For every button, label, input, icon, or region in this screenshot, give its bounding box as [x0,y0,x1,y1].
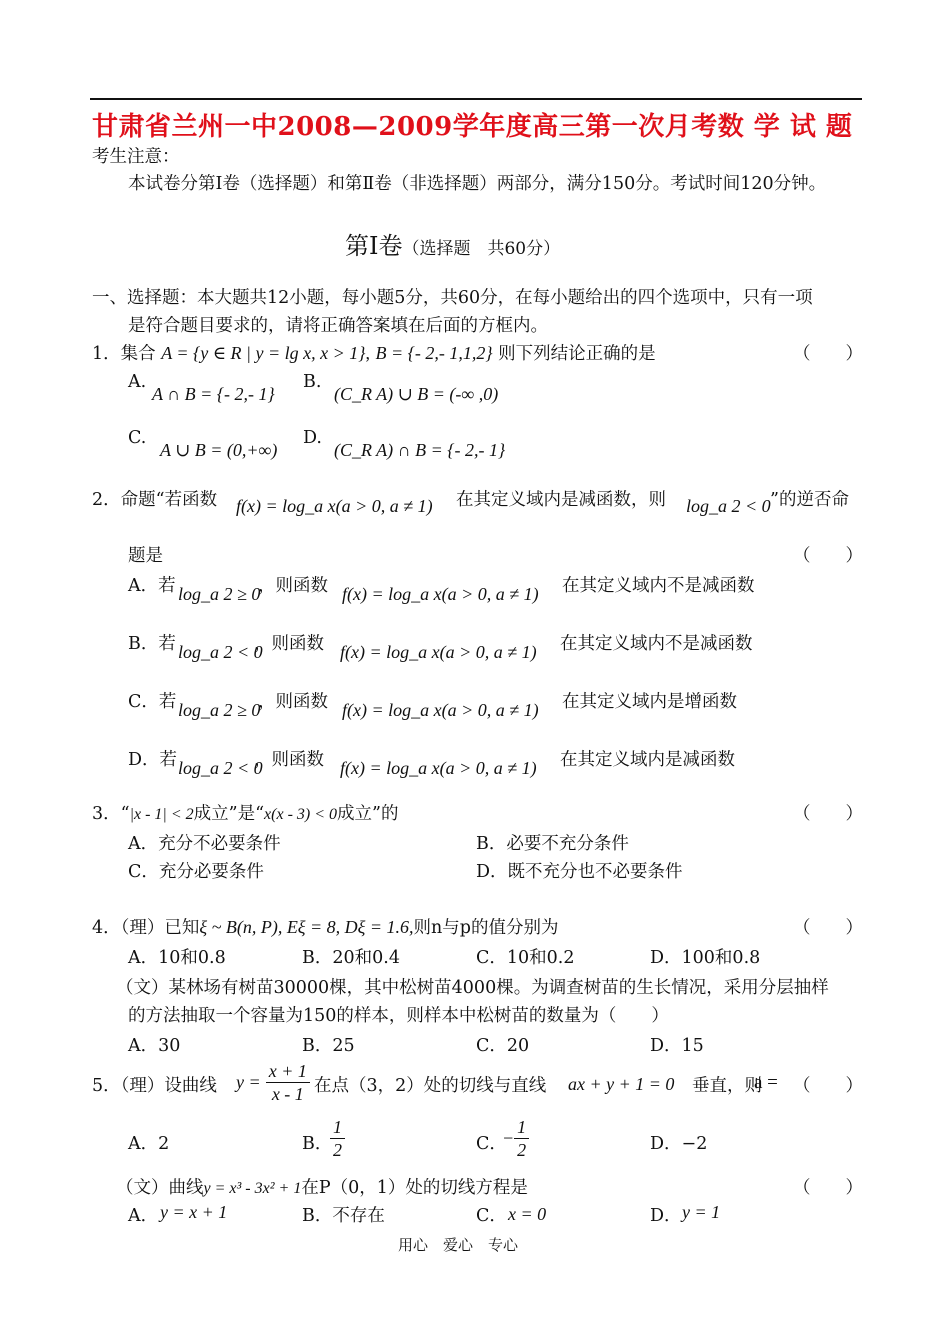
q2-option-b-then: ，则函数 [254,634,324,654]
q3-option-a: A．充分不必要条件 [128,834,281,854]
q4-wen-answer-box: （ ） [598,1006,669,1026]
q5-li-numerator: x + 1 [266,1060,310,1083]
q5-li-fraction [266,1060,310,1105]
q4-li-option-d: D．100和0.8 [650,948,761,968]
q2-option-a-label: A． [128,576,159,596]
q4-wen-option-d: D．15 [650,1036,704,1056]
q1-set-b: B = {- 2,- 1,1,2} [375,343,493,363]
q2-option-d-head [128,746,177,771]
q1-pre: 集合 [120,344,156,364]
q4-wen-line1: （文）某林场有树苗30000棵，其中松树苗4000棵。为调查树苗的生长情况，采用分层抽样 [116,978,829,998]
q4-wen-option-c: C．20 [476,1036,530,1056]
q4-li-option-b: B．20和0.4 [302,948,400,968]
q4-li-post: 则n与p的值分别为 [413,918,559,938]
q5-li-pre: （理）设曲线 [120,1076,217,1096]
q1-option-c-label: C. [128,428,147,448]
q5-wen-option-d: y = 1 [682,1202,721,1222]
q5-wen-option-a: y = x + 1 [160,1202,228,1222]
part1-instructions-line2: 是符合题目要求的，请将正确答案填在后面的方框内。 [128,316,548,336]
section-title [345,226,560,261]
q1-answer-box: （ ） [793,344,863,364]
q2-option-a-then: ，则函数 [258,576,328,596]
q2-option-a-end: 在其定义域内不是减函数 [562,576,755,596]
q3-expr1: |x - 1| < 2 [129,806,194,823]
q5-li-line: ax + y + 1 = 0 [568,1074,675,1094]
q3-answer-box: （ ） [793,804,863,824]
q5-stem-li-pre [92,1072,217,1097]
top-rule [90,98,862,100]
q4-stem-li [92,914,559,939]
q2-condition: log_a 2 < 0 [686,496,771,516]
q2-option-d-func: f(x) = log_a x(a > 0, a ≠ 1) [340,758,537,778]
q2-option-c-end: 在其定义域内是增函数 [562,692,737,712]
q5-li-option-c-num: 1 [514,1116,529,1139]
q2-option-c-cond: log_a 2 ≥ 0 [178,700,261,720]
q2-option-b-func: f(x) = log_a x(a > 0, a ≠ 1) [340,642,537,662]
q2-option-c-head [128,688,176,713]
q1-option-d: (C_R A) ∩ B = {- 2,- 1} [334,440,506,460]
q5-wen-answer-box: （ ） [793,1178,863,1198]
q5-wen-option-c-label: C． [476,1206,507,1226]
q5-li-option-b [330,1116,345,1161]
q4-li-option-a: A．10和0.8 [128,948,226,968]
q1-set-a: A = {y ∈ R | y = lg x, x > 1} [161,343,366,363]
q5-li-option-c [502,1116,529,1161]
q3-expr2: x(x - 3) < 0 [264,806,338,823]
q5-wen-pre: （文）曲线 [116,1178,204,1198]
q2-option-a-func: f(x) = log_a x(a > 0, a ≠ 1) [342,584,539,604]
q3-number: 3． [92,804,121,824]
notice-text: 本试卷分第Ⅰ卷（选择题）和第Ⅱ卷（非选择题）两部分，满分150分。考试时间120分钟。 [128,174,827,194]
section-title-main: 第Ⅰ卷 [345,232,403,260]
q5-li-mid: 在点（3，2）处的切线与直线 [314,1076,547,1096]
q2-option-c-if: 若 [158,692,177,712]
q5-wen-stem [116,1174,528,1199]
q2-option-b-if: 若 [158,634,176,654]
q2-option-c-label: C． [128,692,159,712]
q2-line2: 题是 [128,546,163,566]
q1-separator: , [365,343,370,363]
q4-wen-option-b: B．25 [302,1036,355,1056]
q3-text2: 成立”是“ [193,804,265,824]
q2-option-d-then: ，则函数 [254,750,324,770]
q2-option-d-label: D． [128,750,160,770]
q5-li-denominator: x - 1 [271,1084,304,1104]
q4-li-expr: ξ ~ B(n, P), Eξ = 8, Dξ = 1.6, [199,917,414,937]
q1-option-b-label: B. [303,372,322,392]
q5-li-option-d: D．−2 [650,1134,708,1154]
q2-option-a-cond: log_a 2 ≥ 0 [178,584,261,604]
q1-option-b: (C_R A) ∪ B = (-∞ ,0) [334,384,499,404]
q2-option-c-func: f(x) = log_a x(a > 0, a ≠ 1) [342,700,539,720]
q5-wen-option-a-label: A． [128,1206,159,1226]
section-subtitle: （选择题 共60分） [402,239,561,259]
page-title: 甘肃省兰州一中2008—2009学年度高三第一次月考数 学 试 题 [92,112,853,142]
q1-number: 1． [92,344,121,364]
q3-option-b: B．必要不充分条件 [476,834,629,854]
q5-number: 5． [92,1076,121,1096]
q5-li-option-b-den: 2 [333,1140,342,1160]
q2-option-d-cond: log_a 2 < 0 [178,758,263,778]
q3-text3: 成立”的 [337,804,399,824]
q4-answer-box: （ ） [793,918,863,938]
q5-li-option-a: A．2 [128,1134,170,1154]
q2-mid: 在其定义域内是减函数，则 [456,490,666,510]
q5-li-option-c-label: C． [476,1134,507,1154]
q5-li-a: a = [754,1072,778,1093]
q2-option-b-end: 在其定义域内不是减函数 [560,634,753,654]
q5-li-y: y = [236,1072,261,1092]
q2-option-d-if: 若 [159,750,178,770]
q5-answer-box: （ ） [793,1076,863,1096]
q5-wen-expr: y = x³ - 3x² + 1 [203,1180,302,1197]
q2-option-a-head [128,572,176,597]
page-footer: 用心 爱心 专心 [398,1236,519,1254]
q2-number-pre [92,486,217,511]
q5-wen-option-d-label: D． [650,1206,682,1226]
q3-option-c: C．充分必要条件 [128,862,264,882]
q5-li-curve [236,1060,310,1105]
q5-li-post: 垂直，则 [692,1076,762,1096]
q2-option-a-if: 若 [158,576,176,596]
q5-li-option-c-fraction [514,1116,529,1161]
q1-post: 则下列结论正确的是 [498,344,656,364]
q5-wen-option-b: B．不存在 [302,1206,385,1226]
q4-li-option-c: C．10和0.2 [476,948,575,968]
q2-pre: 命题“若函数 [120,490,218,510]
part1-instructions-line1: 一、选择题：本大题共12小题，每小题5分，共60分，在每小题给出的四个选项中，只有一项 [92,288,813,308]
q1-stem [92,340,656,365]
q4-li-pre: （理）已知 [120,918,200,938]
q2-option-b-label: B． [128,634,159,654]
q5-wen-post: 在P（0，1）处的切线方程是 [301,1178,528,1198]
q5-wen-option-c: x = 0 [508,1204,547,1224]
q2-option-b-head [128,630,176,655]
q2-function: f(x) = log_a x(a > 0, a ≠ 1) [236,496,433,516]
q4-wen-option-a: A．30 [128,1036,181,1056]
q2-option-c-then: ，则函数 [258,692,328,712]
q4-wen-line2 [128,1002,669,1027]
q5-li-option-c-sign: − [502,1128,515,1148]
q5-li-option-b-fraction [330,1116,345,1161]
q1-option-a: A ∩ B = {- 2,- 1} [152,384,275,404]
q2-answer-box: （ ） [793,546,863,566]
q1-option-a-label: A. [128,372,147,392]
q5-li-option-c-den: 2 [517,1140,527,1160]
notice-heading: 考生注意： [92,147,180,167]
q3-stem [92,800,398,825]
q4-wen-line2-text: 的方法抽取一个容量为150的样本，则样本中松树苗的数量为 [128,1006,599,1026]
q2-post: ”的逆否命 [770,490,849,510]
q1-option-d-label: D. [303,428,322,448]
q1-option-c: A ∪ B = (0,+∞) [160,440,278,460]
q3-text1: “ [120,804,130,824]
q3-option-d: D．既不充分也不必要条件 [476,862,683,882]
q2-number: 2． [92,490,121,510]
q2-option-b-cond: log_a 2 < 0 [178,642,263,662]
q4-number: 4． [92,918,121,938]
q2-option-d-end: 在其定义域内是减函数 [560,750,735,770]
q5-li-option-b-label: B． [302,1134,333,1154]
q5-li-option-b-num: 1 [330,1116,345,1139]
